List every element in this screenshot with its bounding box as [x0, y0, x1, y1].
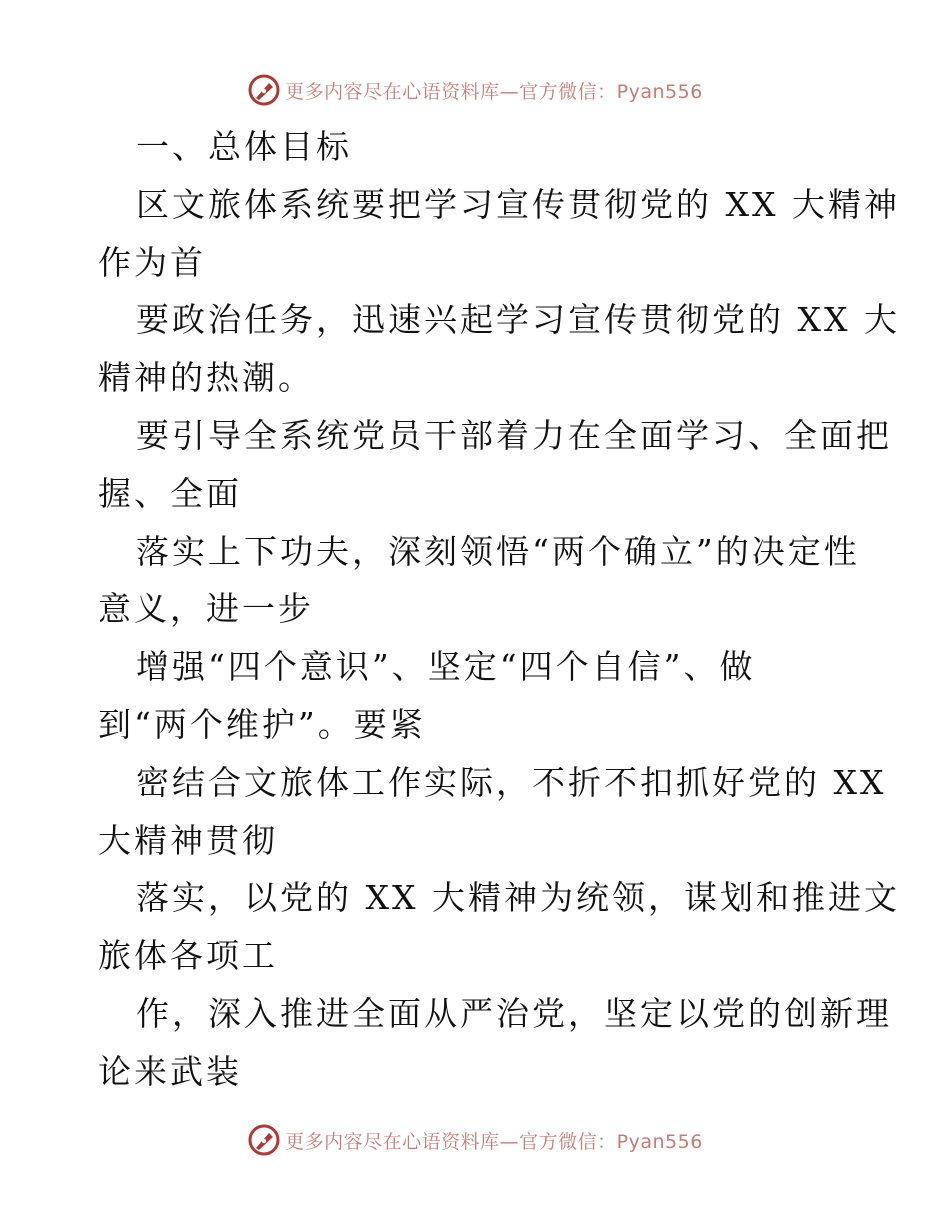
header-banner-text: 更多内容尽在心语资料库—官方微信：Pyan556 [285, 80, 703, 103]
document-body [98, 118, 900, 1101]
paragraph-line: 论来武装 [98, 1051, 242, 1091]
footer-banner-text: 更多内容尽在心语资料库—官方微信：Pyan556 [285, 1130, 703, 1153]
paragraph-line: 作为首 [98, 242, 206, 282]
paragraph-line: 密结合文旅体工作实际，不折不扣抓好党的 XX [136, 762, 887, 802]
paragraph-line: 要引导全系统党员干部着力在全面学习、全面把 [136, 415, 892, 455]
paragraph-line: 落实上下功夫，深刻领悟“两个确立”的决定性 [136, 531, 860, 571]
paragraph-line: 精神的热潮。 [98, 358, 314, 398]
footer-banner [0, 1120, 950, 1160]
pen-nib-logo-icon [247, 73, 281, 107]
paragraph-line: 意义，进一步 [98, 589, 314, 629]
paragraph-line: 落实，以党的 XX 大精神为统领，谋划和推进文 [136, 878, 900, 918]
paragraph-line: 大精神贯彻 [98, 820, 278, 860]
pen-nib-logo-icon [247, 1123, 281, 1157]
paragraph-line: 区文旅体系统要把学习宣传贯彻党的 XX 大精神 [136, 184, 900, 224]
paragraph-line: 增强“四个意识”、坚定“四个自信”、做 [136, 647, 756, 687]
section-heading: 一、总体目标 [136, 127, 352, 166]
header-banner [0, 70, 950, 110]
paragraph-line: 到“两个维护”。要紧 [98, 704, 426, 744]
paragraph-line: 作，深入推进全面从严治党，坚定以党的创新理 [136, 993, 892, 1033]
paragraph-line: 握、全面 [98, 473, 242, 513]
paragraph-line: 要政治任务，迅速兴起学习宣传贯彻党的 XX 大 [136, 300, 900, 340]
paragraph-line: 旅体各项工 [98, 936, 278, 976]
